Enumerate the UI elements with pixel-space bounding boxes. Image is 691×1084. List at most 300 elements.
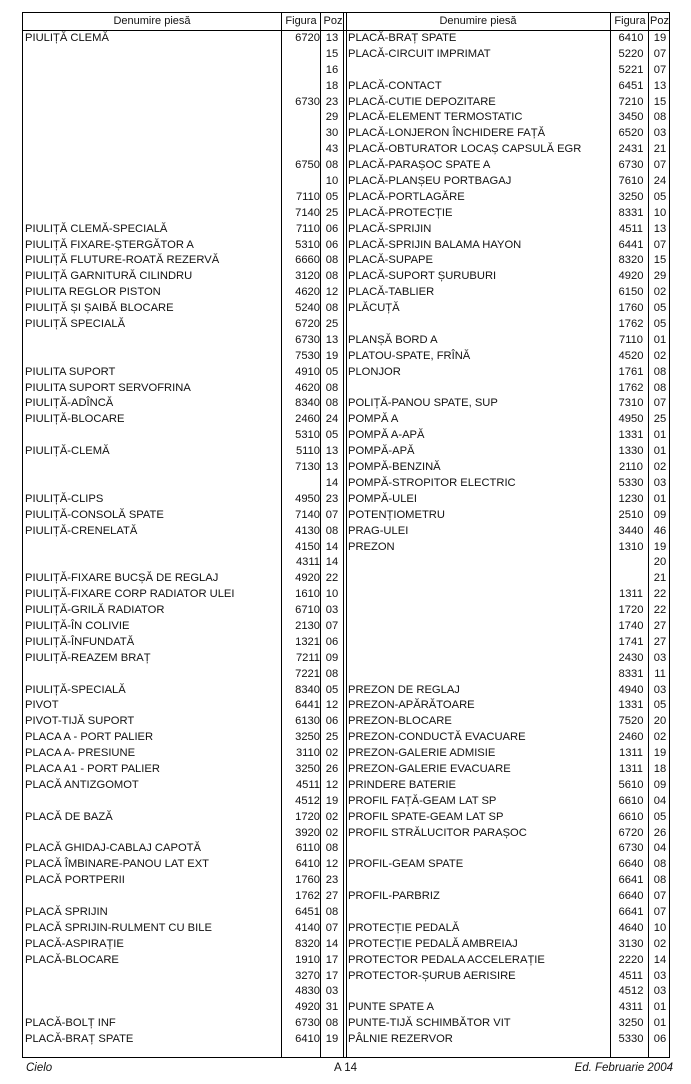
- part-name: PLACA A1 - PORT PALIER: [25, 762, 160, 775]
- table-row: [345, 1032, 670, 1048]
- position-number: 08: [325, 302, 339, 315]
- part-name: PLACĂ-TABLIER: [348, 286, 435, 299]
- position-number: 07: [653, 905, 667, 918]
- position-number: 04: [653, 842, 667, 855]
- figure-number: 1910: [295, 953, 320, 966]
- header-figure: Figura: [285, 15, 317, 27]
- position-number: 02: [653, 937, 667, 950]
- figure-number: 4920: [295, 572, 320, 585]
- part-name: PLACĂ-PARAȘOC SPATE A: [348, 159, 491, 172]
- part-name: PIULIȚĂ-CLIPS: [25, 492, 104, 505]
- table-row: [23, 937, 345, 953]
- part-name: PIULIȚĂ CLEMĂ-SPECIALĂ: [25, 222, 168, 235]
- position-number: 02: [653, 286, 667, 299]
- position-number: 01: [653, 333, 667, 346]
- table-row: [23, 794, 345, 810]
- table-row: [345, 746, 670, 762]
- position-number: 08: [653, 874, 667, 887]
- part-name: PRAG-ULEI: [348, 524, 409, 537]
- position-number: 15: [325, 47, 339, 60]
- part-name: PIULIȚĂ FIXARE-ȘTERGĂTOR A: [25, 238, 194, 251]
- position-number: 01: [653, 1017, 667, 1030]
- part-name: POLIȚĂ-PANOU SPATE, SUP: [348, 397, 498, 410]
- table-row: [345, 110, 670, 126]
- figure-number: 2130: [295, 619, 320, 632]
- figure-number: 6640: [618, 858, 644, 871]
- part-name: POMPĂ-APĂ: [348, 445, 415, 458]
- figure-number: 7110: [295, 222, 320, 235]
- position-number: 03: [653, 969, 667, 982]
- figure-number: 4620: [295, 286, 320, 299]
- position-number: 20: [653, 715, 667, 728]
- table-row: [345, 984, 670, 1000]
- table-row: [345, 158, 670, 174]
- table-row: [345, 714, 670, 730]
- figure-number: 1760: [295, 874, 320, 887]
- position-number: 06: [653, 1033, 667, 1046]
- table-row: [23, 540, 345, 556]
- figure-number: 1762: [295, 890, 320, 903]
- table-row: [345, 619, 670, 635]
- part-name: PLACĂ-CUTIE DEPOZITARE: [348, 95, 496, 108]
- position-number: 13: [325, 32, 339, 44]
- table-row: [23, 142, 345, 158]
- position-number: 27: [653, 635, 667, 648]
- position-number: 02: [653, 461, 667, 474]
- figure-number: 6710: [295, 604, 320, 617]
- part-name: PLACĂ-PLANȘEU PORTBAGAJ: [348, 175, 512, 188]
- position-number: 12: [325, 858, 339, 871]
- figure-number: 1720: [618, 604, 644, 617]
- position-number: 30: [325, 127, 339, 140]
- figure-number: 4311: [618, 1001, 644, 1014]
- part-name: POMPĂ-BENZINĂ: [348, 461, 441, 474]
- position-number: 05: [325, 683, 339, 696]
- part-name: PLACĂ PORTPERII: [25, 874, 125, 887]
- figure-number: 3270: [295, 969, 320, 982]
- figure-number: 8340: [295, 683, 320, 696]
- figure-number: 4311: [295, 556, 320, 569]
- table-row: [23, 873, 345, 889]
- position-number: 03: [653, 985, 667, 998]
- figure-number: 3250: [295, 731, 320, 744]
- part-name: PREZON-APĂRĂTOARE: [348, 699, 475, 712]
- figure-number: 1760: [618, 302, 644, 315]
- table-row: [23, 174, 345, 190]
- table-row: [345, 921, 670, 937]
- left-rows: [23, 31, 345, 1048]
- position-number: 11: [654, 667, 666, 680]
- table-row: [345, 905, 670, 921]
- table-row: [23, 333, 345, 349]
- position-number: 13: [653, 222, 667, 235]
- figure-number: 4620: [295, 381, 320, 394]
- table-row: [23, 253, 345, 269]
- table-row: [23, 1000, 345, 1016]
- position-number: 06: [325, 238, 339, 251]
- position-number: 05: [653, 318, 667, 331]
- position-number: 10: [653, 206, 667, 219]
- position-number: 05: [653, 302, 667, 315]
- position-number: 08: [653, 365, 667, 378]
- part-name: PUNTE SPATE A: [348, 1001, 434, 1014]
- position-number: 19: [325, 349, 339, 362]
- table-row: [23, 889, 345, 905]
- table-row: [23, 635, 345, 651]
- part-name: PROFIL-PARBRIZ: [348, 890, 440, 903]
- position-number: 19: [653, 540, 667, 553]
- position-number: 24: [653, 175, 667, 188]
- figure-number: 7211: [295, 651, 320, 664]
- table-row: [345, 555, 670, 571]
- table-row: [345, 635, 670, 651]
- position-number: 19: [653, 32, 667, 44]
- table-row: [345, 698, 670, 714]
- position-number: 02: [653, 349, 667, 362]
- part-name: PLONJOR: [348, 365, 401, 378]
- figure-number: 3130: [618, 937, 644, 950]
- table-row: [345, 730, 670, 746]
- figure-number: 1610: [295, 588, 320, 601]
- header-name: Denumire piesă: [113, 15, 191, 27]
- figure-number: 1762: [618, 381, 644, 394]
- figure-number: 3440: [618, 524, 644, 537]
- part-name: POMPĂ-STROPITOR ELECTRIC: [348, 476, 516, 489]
- figure-number: 7110: [295, 190, 320, 203]
- position-number: 08: [325, 524, 339, 537]
- figure-number: 8340: [295, 397, 320, 410]
- position-number: 09: [653, 778, 667, 791]
- left-header-row: [23, 13, 345, 31]
- table-row: [23, 190, 345, 206]
- position-number: 13: [325, 445, 339, 458]
- table-row: [345, 810, 670, 826]
- table-row: [23, 1032, 345, 1048]
- figure-number: 1230: [618, 492, 644, 505]
- figure-number: 4950: [295, 492, 320, 505]
- part-name: PREZON DE REGLAJ: [348, 683, 460, 696]
- table-row: [345, 317, 670, 333]
- figure-number: 5220: [618, 47, 644, 60]
- position-number: 05: [653, 810, 667, 823]
- position-number: 08: [653, 858, 667, 871]
- position-number: 05: [325, 365, 339, 378]
- footer-edition: Ed. Februarie 2004: [574, 1062, 673, 1074]
- table-row: [23, 667, 345, 683]
- position-number: 09: [653, 508, 667, 521]
- table-row: [345, 508, 670, 524]
- part-name: PIULIȚĂ-FIXARE BUCȘĂ DE REGLAJ: [25, 572, 219, 585]
- position-number: 23: [325, 874, 339, 887]
- part-name: PLACĂ-BLOCARE: [25, 953, 119, 966]
- position-number: 22: [653, 604, 667, 617]
- figure-number: 2510: [618, 508, 644, 521]
- table-row: [23, 571, 345, 587]
- figure-number: 4830: [295, 985, 320, 998]
- header-figure: Figura: [614, 15, 646, 27]
- position-number: 06: [325, 635, 339, 648]
- part-name: PROFIL SPATE-GEAM LAT SP: [348, 810, 504, 823]
- part-name: PLACĂ-OBTURATOR LOCAȘ CAPSULĂ EGR: [348, 143, 582, 156]
- table-row: [345, 381, 670, 397]
- position-number: 15: [653, 95, 667, 108]
- position-number: 01: [653, 492, 667, 505]
- part-name: PIULIȚĂ GARNITURĂ CILINDRU: [25, 270, 193, 283]
- page-footer: [26, 1062, 673, 1078]
- part-name: PIVOT-TIJĂ SUPORT: [25, 715, 135, 728]
- position-number: 08: [653, 111, 667, 124]
- figure-number: 1761: [618, 365, 644, 378]
- table-row: [23, 381, 345, 397]
- position-number: 14: [325, 937, 339, 950]
- figure-number: 6750: [295, 159, 320, 172]
- table-row: [345, 238, 670, 254]
- figure-number: 2430: [618, 651, 644, 664]
- figure-number: 7110: [618, 333, 644, 346]
- position-number: 14: [653, 953, 667, 966]
- position-number: 19: [325, 794, 339, 807]
- position-number: 08: [325, 159, 339, 172]
- figure-number: 6720: [295, 32, 320, 44]
- part-name: PROTECȚIE PEDALĂ AMBREIAJ: [348, 937, 518, 950]
- figure-number: 4511: [618, 222, 644, 235]
- position-number: 08: [325, 270, 339, 283]
- position-number: 07: [653, 238, 667, 251]
- position-number: 16: [325, 63, 339, 76]
- position-number: 08: [325, 254, 339, 267]
- part-name: PROTECTOR PEDALA ACCELERAȚIE: [348, 953, 545, 966]
- position-number: 09: [325, 651, 339, 664]
- part-name: PLATOU-SPATE, FRÎNĂ: [348, 349, 471, 362]
- position-number: 07: [653, 890, 667, 903]
- table-row: [23, 365, 345, 381]
- table-row: [345, 333, 670, 349]
- figure-number: 4940: [618, 683, 644, 696]
- table-row: [23, 460, 345, 476]
- figure-number: 4920: [618, 270, 644, 283]
- part-name: PIULIȚĂ-GRILĂ RADIATOR: [25, 604, 165, 617]
- part-name: PIULIȚĂ-CLEMĂ: [25, 445, 110, 458]
- figure-number: 6520: [618, 127, 644, 140]
- table-row: [345, 47, 670, 63]
- part-name: PLĂCUȚĂ: [348, 302, 400, 315]
- table-row: [345, 492, 670, 508]
- part-name: POMPĂ-ULEI: [348, 492, 418, 505]
- table-row: [23, 826, 345, 842]
- right-header-row: [345, 13, 670, 31]
- part-name: PLACĂ-PORTLAGĂRE: [348, 190, 465, 203]
- table-row: [345, 778, 670, 794]
- table-row: [23, 746, 345, 762]
- figure-number: 7520: [618, 715, 644, 728]
- figure-number: 4640: [618, 921, 644, 934]
- figure-number: 6410: [618, 32, 644, 44]
- table-row: [23, 953, 345, 969]
- part-name: PLACĂ-CIRCUIT IMPRIMAT: [348, 47, 491, 60]
- position-number: 29: [653, 270, 667, 283]
- part-name: PLACA A- PRESIUNE: [25, 747, 136, 760]
- position-number: 03: [653, 127, 667, 140]
- figure-number: 6410: [295, 858, 320, 871]
- table-row: [23, 778, 345, 794]
- table-row: [345, 365, 670, 381]
- table-row: [23, 79, 345, 95]
- position-number: 13: [653, 79, 667, 92]
- table-row: [345, 826, 670, 842]
- figure-number: 7610: [618, 175, 644, 188]
- part-name: PIULIȚĂ SPECIALĂ: [25, 318, 126, 331]
- part-name: PLACĂ ANTIZGOMOT: [25, 778, 139, 791]
- figure-number: 8331: [618, 667, 644, 680]
- table-row: [23, 524, 345, 540]
- table-row: [23, 444, 345, 460]
- position-number: 07: [325, 619, 339, 632]
- part-name: PIULIȚĂ-BLOCARE: [25, 413, 125, 426]
- figure-number: 5610: [618, 778, 644, 791]
- table-row: [23, 603, 345, 619]
- table-row: [345, 142, 670, 158]
- table-row: [345, 683, 670, 699]
- part-name: PIULIȚĂ-ÎN COLIVIE: [25, 619, 130, 632]
- table-row: [23, 1016, 345, 1032]
- position-number: 18: [325, 79, 339, 92]
- part-name: PIULITA SUPORT: [25, 365, 116, 378]
- figure-number: 2220: [618, 953, 644, 966]
- part-name: PROFIL FAȚĂ-GEAM LAT SP: [348, 794, 497, 807]
- figure-number: 6720: [618, 826, 644, 839]
- figure-number: 4512: [618, 985, 644, 998]
- figure-number: 6451: [618, 79, 644, 92]
- position-number: 21: [653, 572, 667, 585]
- part-name: PROFIL-GEAM SPATE: [348, 858, 464, 871]
- table-row: [345, 349, 670, 365]
- part-name: PROTECȚIE PEDALĂ: [348, 921, 460, 934]
- table-row: [345, 937, 670, 953]
- position-number: 24: [325, 413, 339, 426]
- position-number: 21: [653, 143, 667, 156]
- part-name: PLACA A - PORT PALIER: [25, 731, 154, 744]
- table-row: [345, 762, 670, 778]
- figure-number: 6130: [295, 715, 320, 728]
- part-name: PLACĂ-SPRIJIN BALAMA HAYON: [348, 238, 522, 251]
- table-row: [345, 841, 670, 857]
- table-row: [345, 873, 670, 889]
- part-name: PREZON-GALERIE EVACUARE: [348, 762, 511, 775]
- position-number: 29: [325, 111, 339, 124]
- position-number: 05: [653, 190, 667, 203]
- table-row: [23, 63, 345, 79]
- position-number: 06: [325, 715, 339, 728]
- table-row: [345, 95, 670, 111]
- position-number: 22: [653, 588, 667, 601]
- figure-number: 6641: [618, 905, 644, 918]
- table-row: [23, 301, 345, 317]
- figure-number: 3120: [295, 270, 320, 283]
- position-number: 12: [325, 778, 339, 791]
- figure-number: 3920: [295, 826, 320, 839]
- figure-number: 5221: [618, 63, 644, 76]
- table-row: [23, 31, 345, 47]
- figure-number: 7310: [618, 397, 644, 410]
- figure-number: 6441: [295, 699, 320, 712]
- position-number: 02: [325, 810, 339, 823]
- figure-number: 1311: [618, 588, 644, 601]
- position-number: 01: [653, 445, 667, 458]
- table-row: [23, 683, 345, 699]
- figure-number: 2460: [295, 413, 320, 426]
- position-number: 10: [653, 921, 667, 934]
- figure-number: 4520: [618, 349, 644, 362]
- table-row: [23, 698, 345, 714]
- part-name: PLACĂ-BRAȚ SPATE: [25, 1033, 134, 1046]
- part-name: PLANȘĂ BORD A: [348, 333, 438, 346]
- table-row: [345, 857, 670, 873]
- part-name: PREZON: [348, 540, 395, 553]
- table-row: [23, 508, 345, 524]
- figure-number: 1740: [618, 619, 644, 632]
- position-number: 22: [325, 572, 339, 585]
- header-position: Poz: [323, 15, 343, 27]
- figure-number: 6660: [295, 254, 320, 267]
- figure-number: 3250: [295, 762, 320, 775]
- figure-number: 1741: [618, 635, 644, 648]
- position-number: 25: [325, 318, 339, 331]
- figure-number: 6150: [618, 286, 644, 299]
- position-number: 18: [653, 762, 667, 775]
- figure-number: 2460: [618, 731, 644, 744]
- part-name: POMPĂ A: [348, 413, 399, 426]
- position-number: 01: [653, 1001, 667, 1014]
- position-number: 04: [653, 794, 667, 807]
- table-row: [23, 492, 345, 508]
- position-number: 17: [325, 953, 339, 966]
- right-rows: [345, 31, 670, 1048]
- part-name: PLACĂ-LONJERON ÎNCHIDERE FAȚĂ: [348, 127, 546, 140]
- table-row: [23, 428, 345, 444]
- table-row: [23, 921, 345, 937]
- table-row: [23, 396, 345, 412]
- part-name: PLACĂ GHIDAJ-CABLAJ CAPOTĂ: [25, 842, 201, 855]
- figure-number: 1720: [295, 810, 320, 823]
- table-row: [23, 905, 345, 921]
- figure-number: 1311: [618, 747, 644, 760]
- figure-number: 1310: [618, 540, 644, 553]
- figure-number: 5240: [295, 302, 320, 315]
- figure-number: 7140: [295, 206, 320, 219]
- table-row: [345, 444, 670, 460]
- figure-number: 6610: [618, 810, 644, 823]
- position-number: 13: [325, 333, 339, 346]
- position-number: 26: [653, 826, 667, 839]
- position-number: 08: [325, 397, 339, 410]
- position-number: 05: [325, 429, 339, 442]
- figure-number: 1331: [618, 699, 644, 712]
- figure-number: 1331: [618, 429, 644, 442]
- position-number: 10: [325, 175, 339, 188]
- table-row: [345, 794, 670, 810]
- table-row: [23, 984, 345, 1000]
- figure-number: 5310: [295, 429, 320, 442]
- position-number: 07: [653, 159, 667, 172]
- parts-index-table: [22, 12, 670, 1058]
- position-number: 07: [653, 397, 667, 410]
- position-number: 19: [325, 1033, 339, 1046]
- table-row: [345, 1016, 670, 1032]
- table-row: [23, 317, 345, 333]
- figure-number: 3450: [618, 111, 644, 124]
- figure-number: 1762: [618, 318, 644, 331]
- table-row: [345, 587, 670, 603]
